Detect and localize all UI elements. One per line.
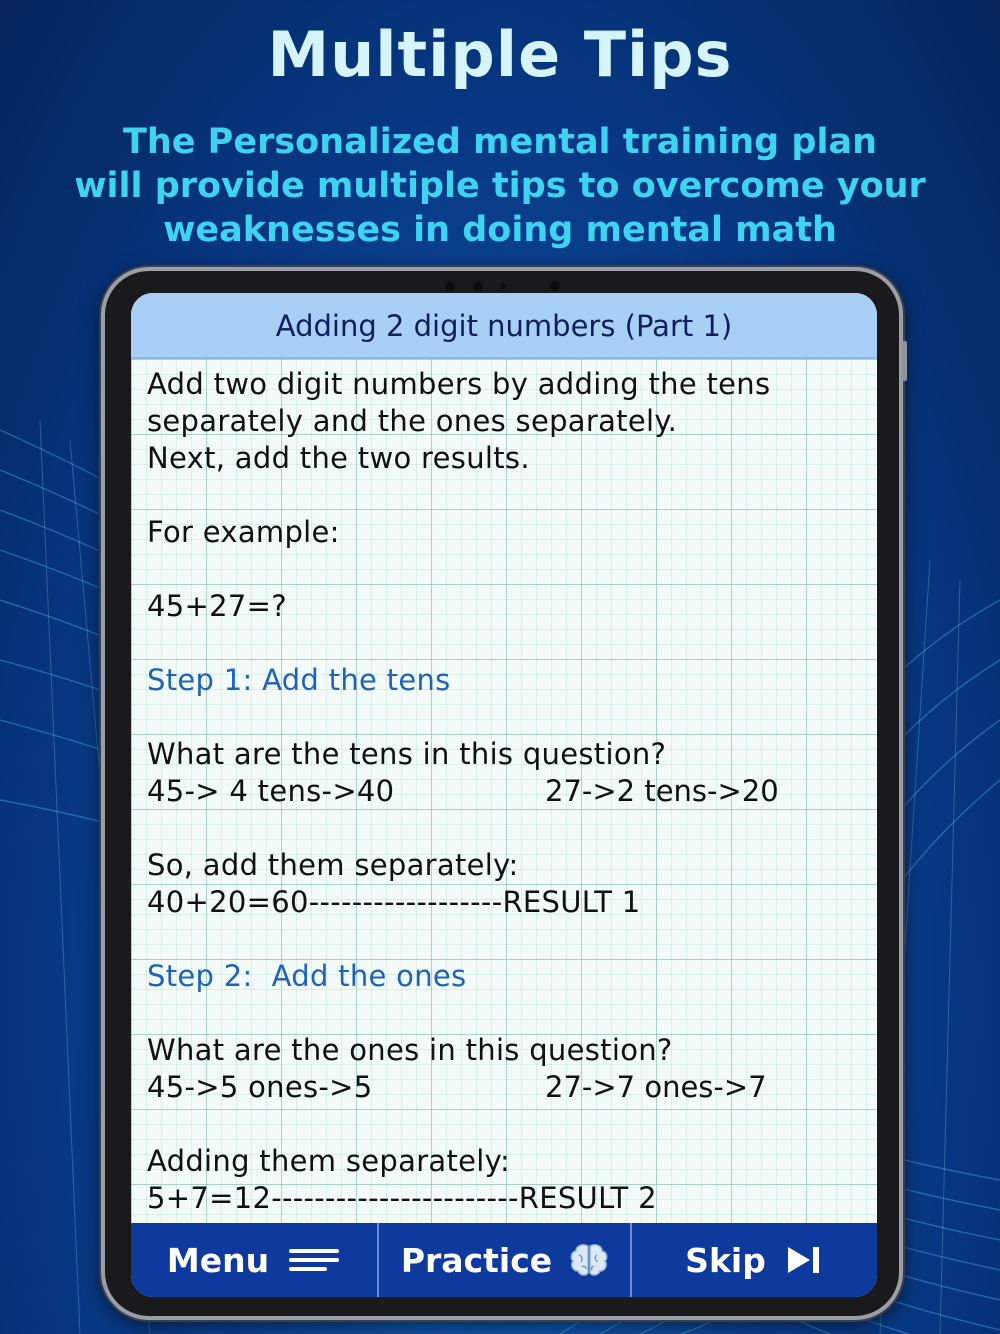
lesson-text: For example: (147, 515, 340, 549)
camera-icon (550, 281, 560, 291)
promo-subtitle (40, 120, 960, 252)
step-heading: Step 1: Add the tens (147, 663, 451, 697)
app-screen (131, 293, 877, 1297)
hamburger-icon (287, 1246, 341, 1274)
practice-button-label: Practice (400, 1240, 553, 1280)
lesson-text: Next, add the two results. (147, 441, 530, 475)
lesson-text: 27->7 ones->7 (545, 1070, 767, 1104)
lesson-text: So, add them separately: (147, 848, 519, 882)
lesson-text: Add two digit numbers by adding the tens (147, 367, 771, 401)
promo-title: Multiple Tips (267, 18, 733, 91)
lesson-text: Adding them separately: (147, 1144, 511, 1178)
lesson-text: What are the ones in this question? (147, 1033, 673, 1067)
lesson-content[interactable] (131, 359, 877, 1223)
lesson-text: 27->2 tens->20 (545, 774, 779, 808)
promo-subtitle-line: weaknesses in doing mental math (163, 210, 837, 250)
camera-icon (445, 281, 455, 291)
lesson-text: What are the tens in this question? (147, 737, 667, 771)
lesson-text: 45->5 ones->5 (147, 1070, 373, 1104)
lesson-text: 5+7=12-----------------------RESULT 2 (147, 1181, 657, 1215)
sensor-icon (500, 283, 506, 289)
camera-icon (473, 281, 483, 291)
menu-button-label: Menu (166, 1240, 270, 1280)
lesson-text: separately and the ones separately. (147, 404, 678, 438)
skip-button[interactable] (632, 1223, 877, 1297)
step-heading: Step 2: Add the ones (147, 959, 467, 993)
skip-icon (784, 1244, 824, 1276)
promo-subtitle-line: The Personalized mental training plan (122, 122, 878, 162)
volume-button (902, 341, 907, 381)
brain-icon (570, 1243, 608, 1277)
lesson-text: 45-> 4 tens->40 (147, 774, 395, 808)
lesson-title: Adding 2 digit numbers (Part 1) (131, 293, 877, 359)
lesson-text: 40+20=60------------------RESULT 1 (147, 885, 641, 919)
promo-subtitle-line: will provide multiple tips to overcome your (74, 166, 926, 206)
menu-button[interactable] (131, 1223, 379, 1297)
skip-button-label: Skip (685, 1240, 766, 1280)
tablet-frame (101, 267, 903, 1320)
bottom-nav-bar (131, 1223, 877, 1297)
practice-button[interactable] (379, 1223, 632, 1297)
lesson-text: 45+27=? (147, 589, 287, 623)
